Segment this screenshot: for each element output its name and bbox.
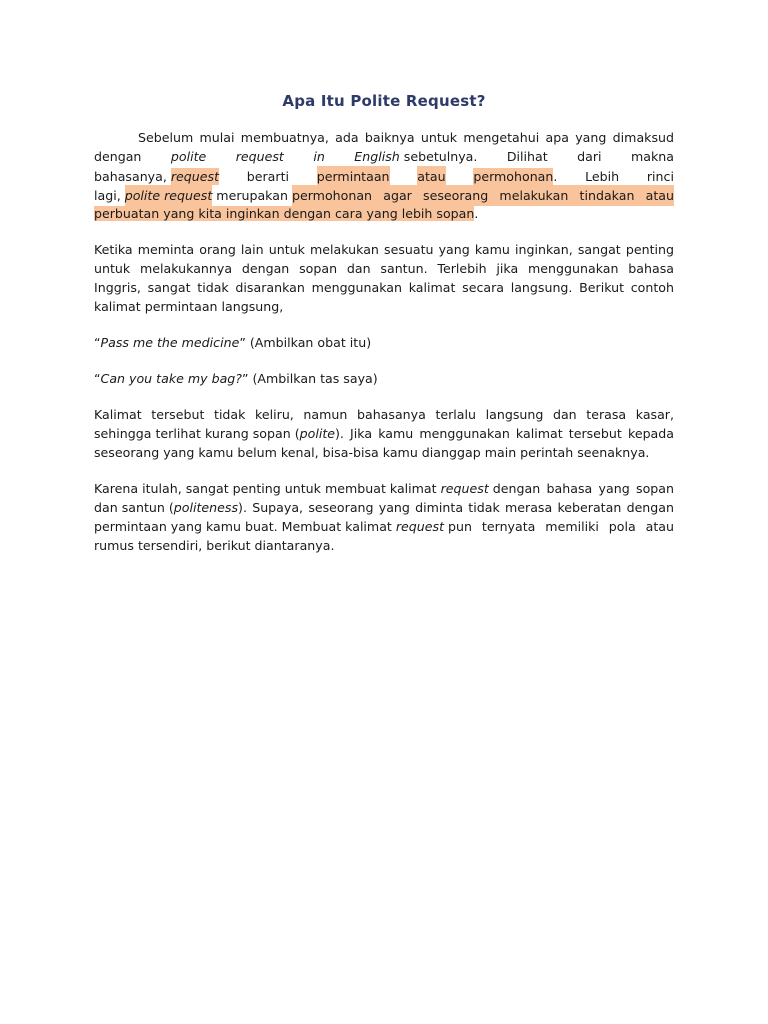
italic-word: English: [354, 149, 400, 164]
text: dengan bahasa yang sopan: [492, 481, 674, 496]
text-line: Ketika meminta orang lain untuk melakukan sesuatu yang kamu inginkan, sangat penting: [94, 242, 674, 257]
text: permintaan yang kamu buat. Membuat kalimat: [94, 519, 392, 534]
example-2: [94, 369, 674, 388]
text-line: Kalimat tersebut tidak keliru, namun bahasanya terlalu langsung dan terasa kasar,: [94, 407, 674, 422]
text: pun ternyata memiliki pola atau: [448, 519, 674, 534]
word: sebetulnya.: [403, 149, 478, 164]
paragraph-line: [94, 424, 674, 443]
word: bahasanya,: [94, 169, 167, 184]
text: sehingga terlihat kurang sopan (: [94, 426, 300, 441]
text-line: Inggris, sangat tidak disarankan menggunakan kalimat secara langsung. Berikut contoh: [94, 280, 674, 295]
paragraph-2: [94, 240, 674, 316]
example-translation: ” (Ambilkan tas saya): [241, 371, 378, 386]
highlighted-term: request: [170, 169, 220, 184]
word: merupakan: [216, 188, 288, 203]
word: Dilihat: [506, 149, 548, 164]
quote-mark: “: [94, 335, 101, 350]
italic-word: request: [395, 519, 445, 534]
word: makna: [631, 149, 674, 164]
text: ). Supaya, seseorang yang diminta tidak merasa keberatan dengan: [238, 500, 674, 515]
punctuation: .: [553, 169, 558, 184]
example-phrase: Pass me the medicine: [100, 335, 240, 350]
text-line: kalimat permintaan langsung,: [94, 299, 284, 314]
example-translation: ” (Ambilkan obat itu): [239, 335, 372, 350]
text-line: seseorang yang kamu belum kenal, bisa-bisa kamu dianggap main perintah seenaknya.: [94, 445, 650, 460]
text-line: rumus tersendiri, berikut diantaranya.: [94, 538, 335, 553]
highlighted-term: polite request: [125, 185, 213, 206]
text-line: Sebelum mulai membuatnya, ada baiknya untuk mengetahui apa yang dimaksud: [138, 130, 674, 145]
paragraph-4: [94, 479, 674, 555]
text: ). Jika kamu menggunakan kalimat tersebut kepada: [335, 426, 674, 441]
italic-word: polite: [170, 149, 207, 164]
word: lagi,: [94, 188, 121, 203]
italic-word: politeness: [173, 500, 239, 515]
paragraph-line: [94, 517, 674, 536]
paragraph-line: [94, 166, 674, 185]
italic-word: request: [235, 149, 284, 164]
word: dari: [577, 149, 602, 164]
italic-word: polite: [299, 426, 336, 441]
highlighted-term: perbuatan yang kita inginkan dengan cara yang lebih sopan: [94, 206, 475, 221]
word: berarti: [246, 169, 290, 184]
highlighted-term: permohonan agar seseorang melakukan tindakan atau: [292, 185, 674, 206]
paragraph-line: [94, 204, 674, 223]
quote-mark: “: [94, 371, 101, 386]
example-1: [94, 333, 674, 352]
paragraph-line: [94, 498, 674, 517]
highlighted-term: permohonan: [473, 169, 554, 184]
paragraph-1: [94, 128, 674, 223]
highlighted-term: permintaan: [317, 166, 390, 187]
italic-word: in: [313, 149, 325, 164]
word: Lebih: [585, 169, 620, 184]
text: dan santun (: [94, 500, 174, 515]
paragraph-3: [94, 405, 674, 462]
paragraph-line: [94, 479, 674, 498]
paragraph-line: [94, 147, 674, 166]
word: dengan: [94, 149, 142, 164]
italic-word: request: [440, 481, 489, 496]
text: Karena itulah, sangat penting untuk membuat kalimat: [94, 481, 437, 496]
text-line: untuk melakukannya dengan sopan dan santun. Terlebih jika menggunakan bahasa: [94, 261, 674, 276]
document-body: [94, 128, 674, 555]
paragraph-line: [94, 128, 674, 147]
highlighted-term: atau: [417, 166, 445, 187]
example-phrase: Can you take my bag?: [100, 371, 242, 386]
paragraph-line: [94, 185, 674, 204]
word: rinci: [646, 169, 674, 184]
punctuation: .: [474, 206, 479, 221]
page-title: Apa Itu Polite Request?: [282, 92, 486, 110]
